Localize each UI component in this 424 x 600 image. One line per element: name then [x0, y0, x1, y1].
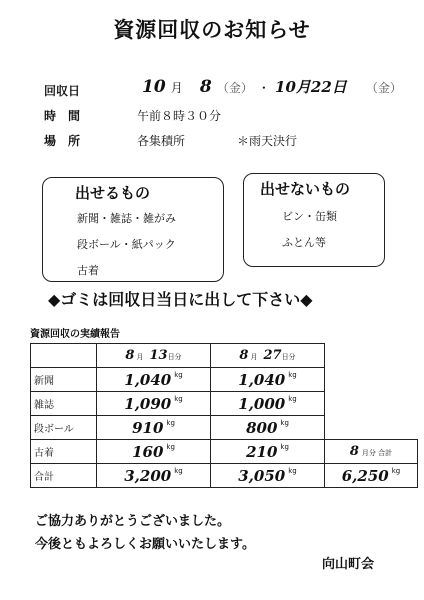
- thanks-line-2: 今後ともよろしくお願いいたします。: [35, 537, 255, 552]
- row-name: 合計: [31, 464, 97, 488]
- can-put-box: [42, 177, 224, 282]
- cell-value: 910: [132, 418, 164, 437]
- cannot-put-box: [243, 173, 385, 267]
- col3-header: 8 月分 合計: [325, 440, 418, 464]
- page-title: 資源回収のお知らせ: [113, 18, 311, 42]
- table-row: 雑誌 1,090 $^{kg}$ 1,000 $^{kg}$: [31, 392, 418, 416]
- cell-value: 160: [132, 442, 164, 461]
- col2-header: 8 月 27日分: [211, 344, 325, 368]
- cannot-put-heading: 出せないもの: [260, 180, 351, 198]
- total-row: 合計 3,200 $^{kg}$ 3,050 $^{kg}$ 6,250 $^{kg}$: [31, 464, 418, 488]
- col1-header: 8 月 13日分: [97, 344, 211, 368]
- can-put-item: 段ボール・紙パック: [77, 238, 176, 251]
- cannot-put-item: ビン・缶類: [282, 210, 337, 223]
- date2-weekday: （金）: [365, 81, 402, 95]
- date1-weekday: （金）: [216, 81, 253, 95]
- table-row: 段ボール 910 $^{kg}$ 800 $^{kg}$: [31, 416, 418, 440]
- grand-total-value: 6,250: [341, 466, 389, 485]
- date2: 10月22日: [275, 78, 347, 96]
- rain-note: ＊雨天決行: [237, 134, 298, 148]
- table-header-row: [31, 344, 418, 368]
- cell-value: 1,000: [238, 394, 286, 413]
- time-value: 午前８時３０分: [137, 109, 222, 123]
- date-label: 回収日: [44, 84, 81, 98]
- place-value: 各集積所: [137, 134, 186, 148]
- cell-value: 1,090: [124, 394, 172, 413]
- row-name: 雑誌: [31, 392, 97, 416]
- time-label: 時 間: [44, 109, 81, 123]
- can-put-heading: 出せるもの: [75, 184, 151, 202]
- date-separator: ・: [257, 81, 270, 95]
- report-table: [30, 343, 418, 488]
- collection-dates: [142, 76, 402, 97]
- total-value: 3,200: [124, 466, 172, 485]
- cell-value: 210: [246, 442, 278, 461]
- date1-day: 8: [199, 77, 212, 97]
- row-name: 段ボール: [31, 416, 97, 440]
- report-heading: 資源回収の実績報告: [30, 329, 120, 340]
- notice-text: ◆ゴミは回収日当日に出して下さい◆: [48, 290, 313, 309]
- cannot-put-item: ふとん等: [282, 236, 326, 249]
- can-put-item: 新聞・雑誌・雑がみ: [77, 212, 176, 225]
- cell-value: 1,040: [124, 370, 172, 389]
- table-row: 古着 160 $^{kg}$ 210 $^{kg}$ 8 月分 合計: [31, 440, 418, 464]
- date1-month: 10: [142, 77, 166, 97]
- total-value: 3,050: [238, 466, 286, 485]
- row-name: 新聞: [31, 368, 97, 392]
- date1-month-unit: 月: [170, 81, 183, 95]
- signature: 向山町会: [322, 557, 375, 572]
- thanks-line-1: ご協力ありがとうございました。: [35, 514, 231, 529]
- cell-value: 1,040: [238, 370, 286, 389]
- table-row: 新聞 1,040 $^{kg}$ 1,040 $^{kg}$: [31, 368, 418, 392]
- place-label: 場 所: [44, 134, 81, 148]
- can-put-item: 古着: [77, 264, 99, 277]
- row-name: 古着: [31, 440, 97, 464]
- cell-value: 800: [246, 418, 278, 437]
